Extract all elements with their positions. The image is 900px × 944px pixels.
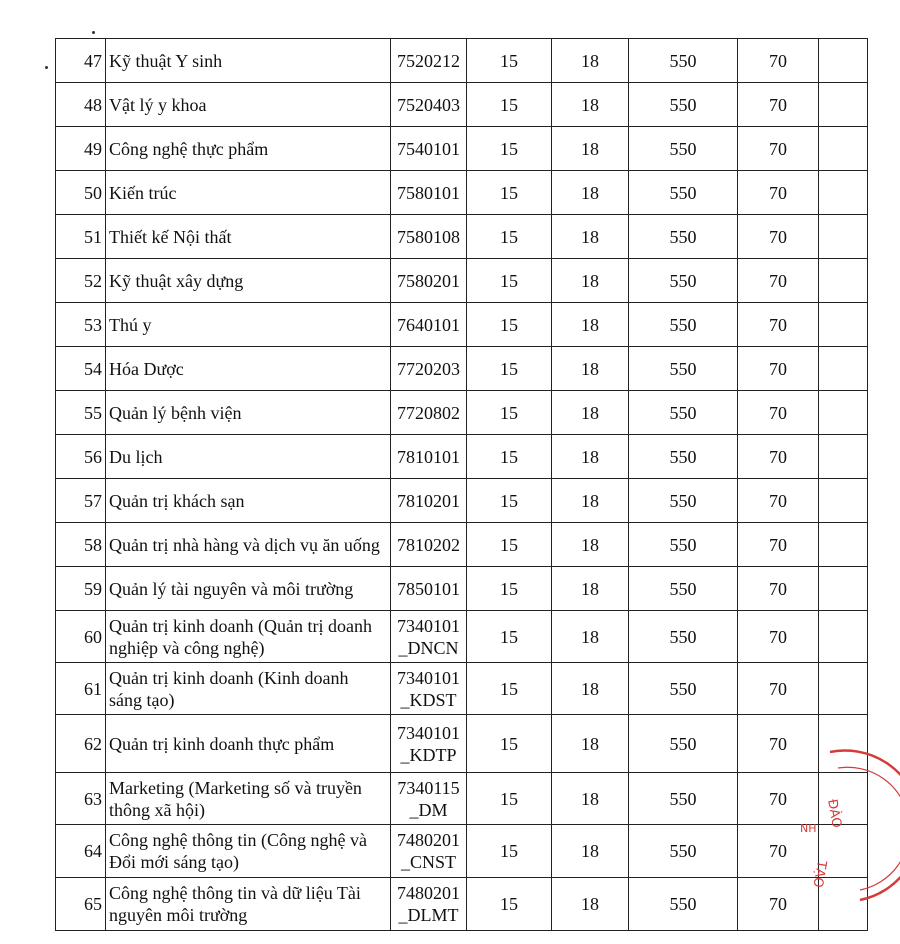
program-code [391,347,467,391]
empty-cell [819,39,868,83]
program-code-line: _DNCN [398,637,459,658]
program-name [106,259,391,303]
svg-text:NH: NH [800,822,817,835]
table-body [56,39,868,931]
program-code-line: 7850101 [397,578,460,599]
value-3: 550 [629,127,738,171]
value-2: 18 [552,825,629,878]
program-code-line: 7720203 [397,358,460,379]
program-code [391,878,467,931]
svg-text:ĐÀO: ĐÀO [824,798,844,830]
row-number: 64 [56,825,106,878]
program-code [391,663,467,715]
value-3: 550 [629,215,738,259]
value-1: 15 [467,773,552,825]
program-name-line: Quản trị kinh doanh thực phẩm [109,733,335,754]
value-4: 70 [738,663,819,715]
table-row [56,523,868,567]
program-name-line: thông xã hội) [109,799,205,820]
program-code-line: _DLMT [398,905,459,925]
value-1: 15 [467,259,552,303]
program-code-line: 7520212 [397,50,460,71]
program-name-line: Đổi mới sáng tạo) [109,852,239,872]
empty-cell [819,479,868,523]
value-4: 70 [738,825,819,878]
program-code [391,259,467,303]
program-name [106,435,391,479]
value-1: 15 [467,127,552,171]
program-code-line: 7640101 [397,314,460,335]
row-number: 63 [56,773,106,825]
value-2: 18 [552,303,629,347]
program-name [106,127,391,171]
value-4: 70 [738,303,819,347]
program-code-line: 7340101 [397,667,460,688]
value-2: 18 [552,479,629,523]
value-2: 18 [552,127,629,171]
program-name-line: Kiến trúc [109,182,177,203]
program-code [391,773,467,825]
value-1: 15 [467,303,552,347]
table-row [56,663,868,715]
admissions-table [55,38,868,931]
program-code-line: 7340101 [397,722,460,743]
value-4: 70 [738,523,819,567]
value-2: 18 [552,215,629,259]
program-name [106,83,391,127]
empty-cell [819,347,868,391]
value-1: 15 [467,479,552,523]
value-1: 15 [467,215,552,259]
row-number: 59 [56,567,106,611]
value-3: 550 [629,663,738,715]
value-1: 15 [467,878,552,931]
table-row [56,127,868,171]
value-3: 550 [629,773,738,825]
table-row [56,479,868,523]
value-3: 550 [629,715,738,773]
value-2: 18 [552,347,629,391]
value-2: 18 [552,715,629,773]
table-row [56,878,868,931]
program-code [391,171,467,215]
program-code-line: _CNST [400,852,456,872]
value-3: 550 [629,391,738,435]
program-code-line: _DM [409,799,448,820]
row-number: 62 [56,715,106,773]
value-2: 18 [552,878,629,931]
table-row [56,39,868,83]
value-4: 70 [738,479,819,523]
row-number: 57 [56,479,106,523]
program-name [106,171,391,215]
program-code [391,611,467,663]
value-2: 18 [552,773,629,825]
program-name-line: Quản lý tài nguyên và môi trường [109,578,354,599]
empty-cell [819,83,868,127]
value-2: 18 [552,39,629,83]
value-4: 70 [738,773,819,825]
program-code-line: 7580108 [397,226,460,247]
row-number: 58 [56,523,106,567]
value-4: 70 [738,611,819,663]
value-4: 70 [738,347,819,391]
program-code-line: 7810202 [397,534,460,555]
empty-cell [819,215,868,259]
value-4: 70 [738,127,819,171]
value-3: 550 [629,878,738,931]
program-name [106,391,391,435]
value-1: 15 [467,171,552,215]
empty-cell [819,523,868,567]
program-code [391,83,467,127]
value-1: 15 [467,611,552,663]
empty-cell [819,435,868,479]
program-code-line: 7540101 [397,138,460,159]
program-code-line: _KDTP [400,744,457,765]
row-number: 51 [56,215,106,259]
table-row [56,825,868,878]
value-3: 550 [629,435,738,479]
value-4: 70 [738,567,819,611]
table-row [56,259,868,303]
program-code [391,715,467,773]
program-code [391,127,467,171]
value-4: 70 [738,391,819,435]
value-1: 15 [467,567,552,611]
value-3: 550 [629,303,738,347]
value-3: 550 [629,523,738,567]
program-name-line: Kỹ thuật xây dựng [109,270,244,291]
row-number: 49 [56,127,106,171]
value-3: 550 [629,39,738,83]
value-3: 550 [629,611,738,663]
program-code-line: 7580201 [397,270,460,291]
program-code-line: 7480201 [397,830,460,850]
value-3: 550 [629,83,738,127]
program-name [106,825,391,878]
value-2: 18 [552,663,629,715]
table-row [56,347,868,391]
row-number: 65 [56,878,106,931]
value-2: 18 [552,435,629,479]
program-name [106,878,391,931]
program-code-line: 7340101 [397,615,460,636]
program-code-line: 7480201 [397,883,460,903]
value-1: 15 [467,347,552,391]
program-name [106,715,391,773]
empty-cell [819,171,868,215]
value-1: 15 [467,435,552,479]
program-name-line: Quản trị nhà hàng và dịch vụ ăn uống [109,534,380,555]
table-row [56,611,868,663]
program-code-line: 7580101 [397,182,460,203]
program-code [391,567,467,611]
table-row [56,567,868,611]
scan-dot [92,31,95,34]
program-name-line: Du lịch [109,446,163,467]
value-1: 15 [467,39,552,83]
empty-cell [819,303,868,347]
program-name-line: sáng tạo) [109,689,175,710]
empty-cell [819,567,868,611]
table-row [56,215,868,259]
empty-cell [819,611,868,663]
value-2: 18 [552,523,629,567]
program-code [391,523,467,567]
row-number: 48 [56,83,106,127]
program-name [106,611,391,663]
row-number: 53 [56,303,106,347]
program-name-line: nghiệp và công nghệ) [109,637,265,658]
svg-text:TẠO: TẠO [809,859,829,889]
value-4: 70 [738,39,819,83]
value-3: 550 [629,171,738,215]
empty-cell [819,391,868,435]
row-number: 50 [56,171,106,215]
value-4: 70 [738,259,819,303]
program-name [106,39,391,83]
program-code-line: 7720802 [397,402,460,423]
table-row [56,435,868,479]
program-name [106,523,391,567]
program-name-line: Công nghệ thực phẩm [109,138,269,159]
row-number: 56 [56,435,106,479]
program-name-line: Kỹ thuật Y sinh [109,50,223,71]
red-seal-stamp [800,740,900,910]
program-code [391,479,467,523]
program-code [391,303,467,347]
program-code-line: 7520403 [397,94,460,115]
program-name-line: Thiết kế Nội thất [109,226,232,247]
value-2: 18 [552,83,629,127]
program-code [391,391,467,435]
program-code-line: 7340115 [397,777,460,798]
empty-cell [819,127,868,171]
program-name-line: Hóa Dược [109,358,184,379]
program-name-line: Quản trị kinh doanh (Quản trị doanh [109,615,372,636]
table-row [56,83,868,127]
value-4: 70 [738,878,819,931]
row-number: 52 [56,259,106,303]
value-1: 15 [467,825,552,878]
program-code-line: 7810201 [397,490,460,511]
program-name [106,347,391,391]
row-number: 54 [56,347,106,391]
value-4: 70 [738,171,819,215]
scan-dot [45,66,48,69]
program-name-line: Công nghệ thông tin (Công nghệ và [109,830,367,850]
empty-cell [819,259,868,303]
value-1: 15 [467,523,552,567]
program-code-line: 7810101 [397,446,460,467]
table-row [56,773,868,825]
table-row [56,391,868,435]
row-number: 60 [56,611,106,663]
row-number: 55 [56,391,106,435]
program-name-line: Thú y [109,314,152,335]
program-code [391,435,467,479]
value-1: 15 [467,391,552,435]
value-3: 550 [629,567,738,611]
row-number: 47 [56,39,106,83]
table-row [56,171,868,215]
value-3: 550 [629,479,738,523]
program-name [106,663,391,715]
value-4: 70 [738,83,819,127]
program-name-line: nguyên môi trường [109,905,248,925]
value-4: 70 [738,215,819,259]
value-3: 550 [629,347,738,391]
program-name-line: Công nghệ thông tin và dữ liệu Tài [109,883,361,903]
program-code [391,39,467,83]
program-name [106,773,391,825]
table-row [56,303,868,347]
program-name [106,215,391,259]
value-2: 18 [552,611,629,663]
value-1: 15 [467,83,552,127]
program-name [106,303,391,347]
value-3: 550 [629,825,738,878]
empty-cell [819,663,868,715]
program-code-line: _KDST [400,689,457,710]
value-3: 550 [629,259,738,303]
value-1: 15 [467,715,552,773]
value-2: 18 [552,391,629,435]
program-name [106,567,391,611]
program-name-line: Quản trị kinh doanh (Kinh doanh [109,667,349,688]
program-code [391,825,467,878]
value-1: 15 [467,663,552,715]
program-name-line: Quản lý bệnh viện [109,402,242,423]
row-number: 61 [56,663,106,715]
program-name-line: Marketing (Marketing số và truyền [109,777,362,798]
value-2: 18 [552,171,629,215]
value-4: 70 [738,435,819,479]
program-name-line: Vật lý y khoa [109,94,207,115]
value-4: 70 [738,715,819,773]
value-2: 18 [552,259,629,303]
program-code [391,215,467,259]
program-name [106,479,391,523]
table-row [56,715,868,773]
value-2: 18 [552,567,629,611]
program-name-line: Quản trị khách sạn [109,490,245,511]
